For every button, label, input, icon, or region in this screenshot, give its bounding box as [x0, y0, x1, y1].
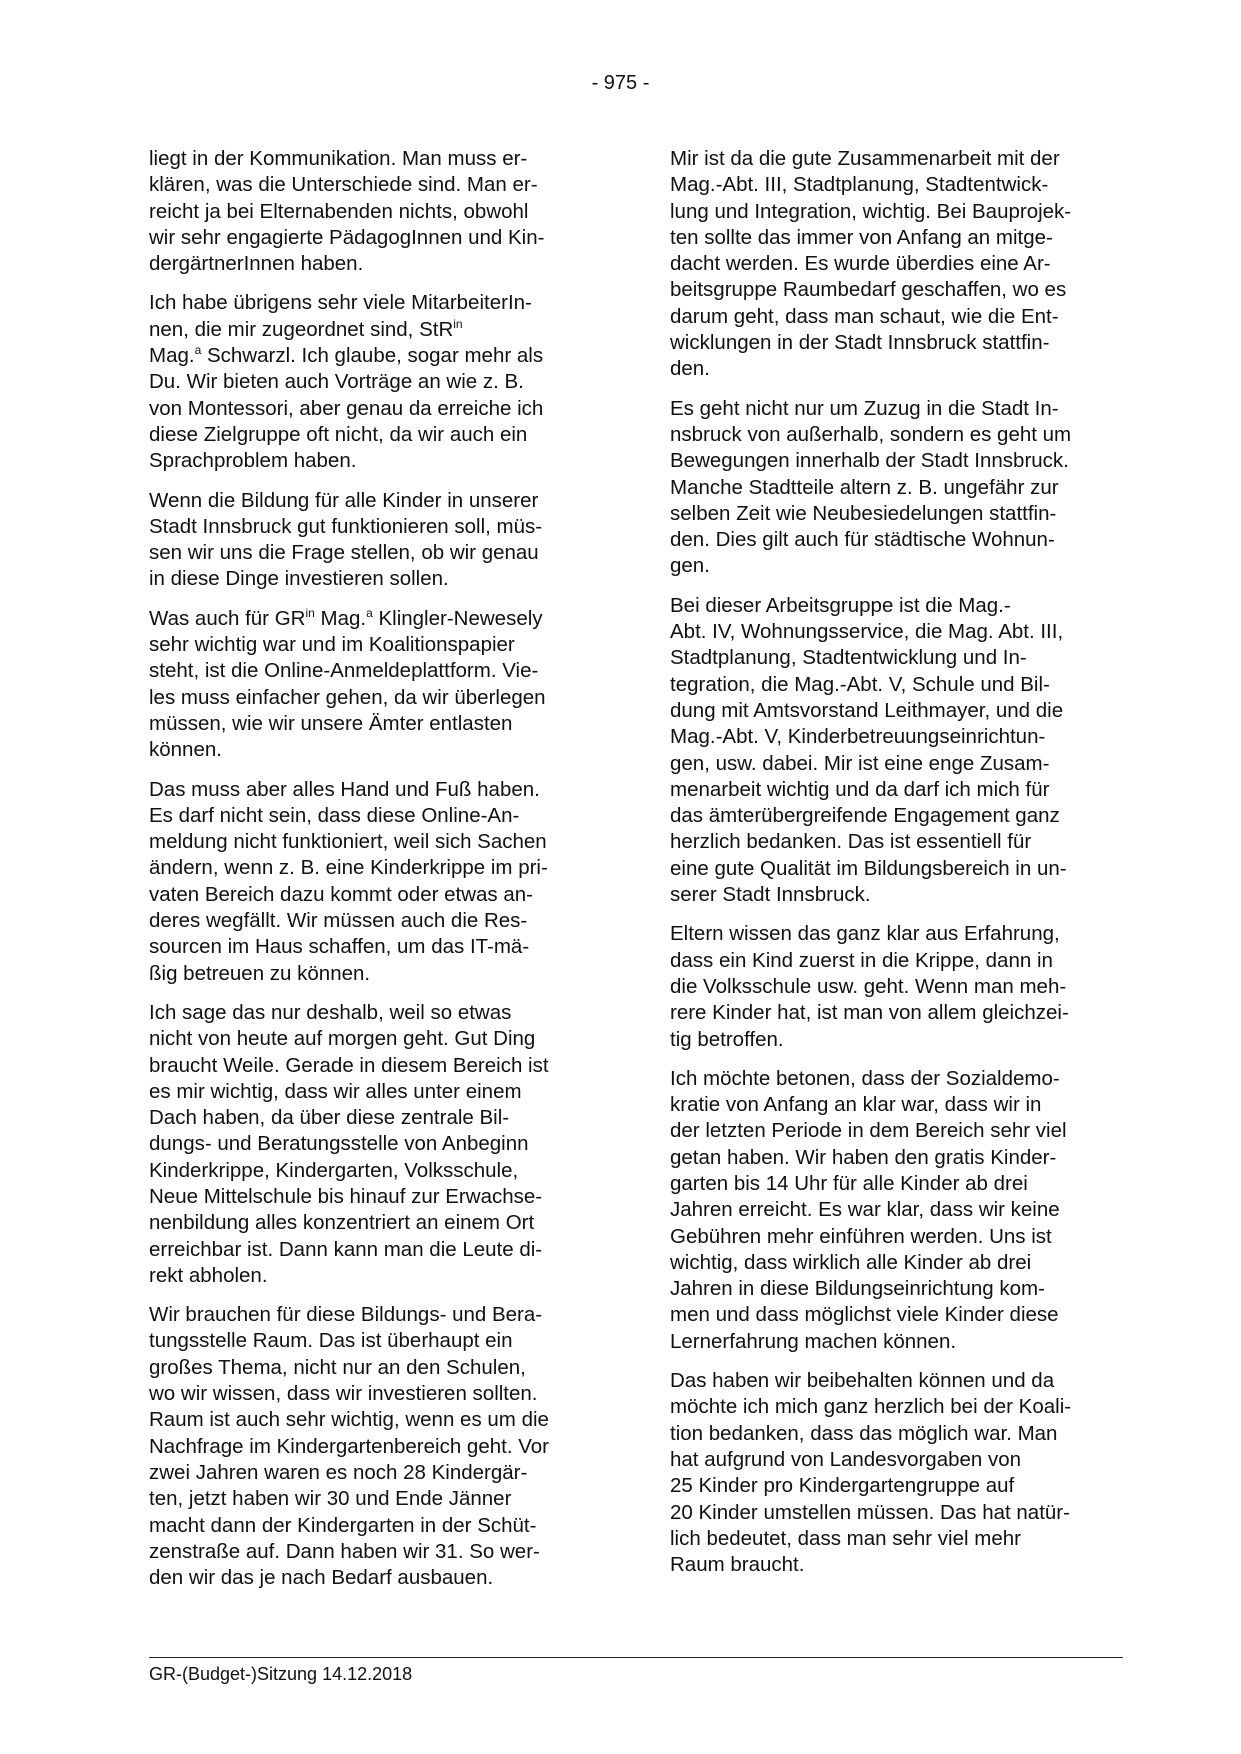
text-line: wicklungen in der Stadt Innsbruck stattfin- [670, 331, 1050, 355]
text-line: Mir ist da die gute Zusammenarbeit mit der [670, 147, 1060, 170]
text-line: Bei dieser Arbeitsgruppe ist die Mag.- [670, 593, 1011, 617]
text-line: Raum braucht. [670, 1553, 805, 1577]
text-line: rekt abholen. [149, 1263, 268, 1287]
text-line: Abt. IV, Wohnungsservice, die Mag. Abt. III, [670, 620, 1064, 644]
footer-session-date: GR-(Budget-)Sitzung 14.12.2018 [149, 1664, 413, 1684]
text-line: ten, jetzt haben wir 30 und Ende Jänner [149, 1487, 512, 1511]
text-line: Es geht nicht nur um Zuzug in die Stadt In- [670, 396, 1059, 420]
text-line: sehr wichtig war und im Koalitionspapier [149, 633, 515, 657]
text-line: zenstraße auf. Dann haben wir 31. So wer- [149, 1539, 540, 1563]
text-line: meldung nicht funktioniert, weil sich Sachen [149, 830, 547, 854]
paragraph [670, 146, 1110, 383]
text-line: gen, usw. dabei. Mir ist eine enge Zusam- [670, 751, 1050, 775]
text-line: von Montessori, aber genau da erreiche ich [149, 396, 544, 420]
text-line: Stadtplanung, Stadtentwicklung und In- [670, 646, 1027, 670]
text-line: braucht Weile. Gerade in diesem Bereich ist [149, 1053, 549, 1077]
text-line: sourcen im Haus schaffen, um das IT-mä- [149, 935, 530, 959]
text-line: Es darf nicht sein, dass diese Online-An- [149, 803, 520, 827]
text-line: Ich habe übrigens sehr viele MitarbeiterIn- [149, 291, 532, 315]
text-line: nicht von heute auf morgen geht. Gut Ding [149, 1027, 536, 1051]
text-line: Ich sage das nur deshalb, weil so etwas [149, 1000, 512, 1024]
text-line: sen wir uns die Frage stellen, ob wir genau [149, 541, 539, 565]
text-line: Mag.-Abt. III, Stadtplanung, Stadtentwick- [670, 173, 1049, 197]
text-line: hat aufgrund von Landesvorgaben von [670, 1447, 1022, 1471]
text-line: Du. Wir bieten auch Vorträge an wie z. B. [149, 370, 524, 394]
text-line: Lernerfahrung machen können. [670, 1329, 957, 1353]
text-line: darum geht, dass man schaut, wie die Ent- [670, 304, 1059, 328]
text-line: deres wegfällt. Wir müssen auch die Res- [149, 909, 528, 933]
text-line: les muss einfacher gehen, da wir überlegen [149, 685, 546, 709]
text-line: diese Zielgruppe oft nicht, da wir auch ein [149, 422, 528, 446]
text-line: das ämterübergreifende Engagement ganz [670, 804, 1060, 828]
paragraph [149, 1302, 589, 1591]
text-line: Bewegungen innerhalb der Stadt Innsbruck. [670, 449, 1069, 473]
text-line: Mag.-Abt. V, Kinderbetreuungseinrichtun- [670, 725, 1046, 749]
paragraph [670, 1368, 1110, 1578]
text-line: Kinderkrippe, Kindergarten, Volksschule, [149, 1158, 519, 1182]
text-line: Stadt Innsbruck gut funktionieren soll, müs- [149, 514, 543, 538]
text-line: rere Kinder hat, ist man von allem gleichzei- [670, 1001, 1069, 1025]
text-line: Eltern wissen das ganz klar aus Erfahrung, [670, 922, 1060, 946]
text-line: herzlich bedanken. Das ist essentiell für [670, 830, 1032, 854]
text-line: nsbruck von außerhalb, sondern es geht um [670, 422, 1072, 446]
text-line: erreichbar ist. Dann kann man die Leute di- [149, 1237, 543, 1261]
text-line: Wir brauchen für diese Bildungs- und Bera- [149, 1303, 543, 1327]
text-line: Dach haben, da über diese zentrale Bil- [149, 1106, 510, 1130]
text-line: men und dass möglichst viele Kinder diese [670, 1303, 1059, 1327]
text-line: klären, was die Unterschiede sind. Man er- [149, 173, 538, 197]
text-line: Jahren in diese Bildungseinrichtung kom- [670, 1277, 1045, 1301]
text-line: großes Thema, nicht nur an den Schulen, [149, 1355, 526, 1379]
text-line: möchte ich mich ganz herzlich bei der Koali- [670, 1395, 1072, 1419]
text-line: Was auch für $GR^{in}$ Mag.$^a$ Klingler-Newesely [149, 605, 543, 630]
text-line: wir sehr engagierte PädagogInnen und Kin- [149, 225, 545, 249]
text-line: Nachfrage im Kindergartenbereich geht. Vor [149, 1434, 549, 1458]
text-line: Gebühren mehr einführen werden. Uns ist [670, 1224, 1052, 1248]
text-line: den. [670, 357, 710, 381]
paragraph [670, 396, 1110, 580]
text-line: steht, ist die Online-Anmeldeplattform. Vie- [149, 659, 539, 683]
page-number: - 975 - [591, 72, 650, 94]
text-line: selben Zeit wie Neubesiedelungen stattfin- [670, 501, 1057, 525]
text-line: ßig betreuen zu können. [149, 961, 371, 985]
text-line: den. Dies gilt auch für städtische Wohnun- [670, 528, 1055, 552]
text-line: es mir wichtig, dass wir alles unter einem [149, 1079, 522, 1103]
text-line: nenbildung alles konzentriert an einem Ort [149, 1211, 535, 1235]
text-line: Manche Stadtteile altern z. B. ungefähr zur [670, 475, 1059, 499]
text-line: Das haben wir beibehalten können und da [670, 1369, 1055, 1393]
text-line: wo wir wissen, dass wir investieren sollten. [149, 1382, 538, 1406]
text-line: Wenn die Bildung für alle Kinder in unserer [149, 488, 539, 512]
text-line: getan haben. Wir haben den gratis Kinder- [670, 1145, 1057, 1169]
right-column [670, 146, 1110, 1591]
paragraph [670, 593, 1110, 909]
text-line: Raum ist auch sehr wichtig, wenn es um die [149, 1408, 549, 1432]
text-line: 25 Kinder pro Kindergartengruppe auf [670, 1474, 1015, 1498]
text-line: Mag.$^a$ Schwarzl. Ich glaube, sogar mehr als [149, 343, 544, 368]
paragraph [670, 1066, 1110, 1355]
text-line: in diese Dinge investieren sollen. [149, 567, 449, 591]
text-line: wichtig, dass wirklich alle Kinder ab drei [670, 1250, 1032, 1274]
text-line: ten sollte das immer von Anfang an mitge- [670, 225, 1053, 249]
text-line: dung mit Amtsvorstand Leithmayer, und die [670, 698, 1064, 722]
paragraph [149, 290, 589, 474]
text-line: 20 Kinder umstellen müssen. Das hat natür- [670, 1500, 1070, 1524]
text-line: menarbeit wichtig und da darf ich mich für [670, 777, 1050, 801]
text-line: dergärtnerInnen haben. [149, 252, 364, 276]
text-line: tungsstelle Raum. Das ist überhaupt ein [149, 1329, 513, 1353]
paragraph [149, 1000, 589, 1289]
text-line: der letzten Periode in dem Bereich sehr viel [670, 1119, 1067, 1143]
footer-divider [149, 1657, 1123, 1658]
text-line: Das muss aber alles Hand und Fuß haben. [149, 777, 540, 801]
text-line: die Volksschule usw. geht. Wenn man meh- [670, 974, 1067, 998]
text-line: lich bedeutet, dass man sehr viel mehr [670, 1526, 1021, 1550]
text-line: müssen, wie wir unsere Ämter entlasten [149, 711, 513, 735]
text-line: dass ein Kind zuerst in die Krippe, dann in [670, 948, 1053, 972]
text-line: macht dann der Kindergarten in der Schüt- [149, 1513, 537, 1537]
text-line: den wir das je nach Bedarf ausbauen. [149, 1566, 494, 1590]
text-line: Jahren erreicht. Es war klar, dass wir keine [670, 1198, 1060, 1222]
text-line: nen, die mir zugeordnet sind, StR$^{in}$ [149, 316, 463, 341]
left-column [149, 146, 589, 1604]
text-line: tion bedanken, dass das möglich war. Man [670, 1421, 1058, 1445]
text-line: tegration, die Mag.-Abt. V, Schule und Bil- [670, 672, 1050, 696]
text-line: ändern, wenn z. B. eine Kinderkrippe im pri- [149, 856, 548, 880]
text-line: liegt in der Kommunikation. Man muss er- [149, 147, 528, 170]
text-line: serer Stadt Innsbruck. [670, 883, 871, 907]
text-line: gen. [670, 554, 710, 578]
text-line: vaten Bereich dazu kommt oder etwas an- [149, 882, 533, 906]
text-line: Neue Mittelschule bis hinauf zur Erwachse- [149, 1184, 543, 1208]
paragraph [149, 777, 589, 987]
paragraph [149, 488, 589, 593]
text-line: Sprachproblem haben. [149, 449, 357, 473]
text-line: können. [149, 738, 222, 762]
text-line: dacht werden. Es wurde überdies eine Ar- [670, 252, 1051, 276]
text-line: eine gute Qualität im Bildungsbereich in un- [670, 856, 1067, 880]
text-line: beitsgruppe Raumbedarf geschaffen, wo es [670, 278, 1067, 302]
text-line: kratie von Anfang an klar war, dass wir in [670, 1093, 1042, 1117]
text-line: Ich möchte betonen, dass der Sozialdemo- [670, 1066, 1060, 1090]
text-line: garten bis 14 Uhr für alle Kinder ab drei [670, 1171, 1028, 1195]
paragraph [149, 606, 589, 764]
text-line: tig betroffen. [670, 1027, 784, 1051]
text-line: reicht ja bei Elternabenden nichts, obwohl [149, 199, 529, 223]
paragraph [149, 146, 589, 277]
text-line: lung und Integration, wichtig. Bei Bauprojek- [670, 199, 1072, 223]
text-line: zwei Jahren waren es noch 28 Kindergär- [149, 1460, 528, 1484]
text-line: dungs- und Beratungsstelle von Anbeginn [149, 1132, 529, 1156]
paragraph [670, 921, 1110, 1052]
